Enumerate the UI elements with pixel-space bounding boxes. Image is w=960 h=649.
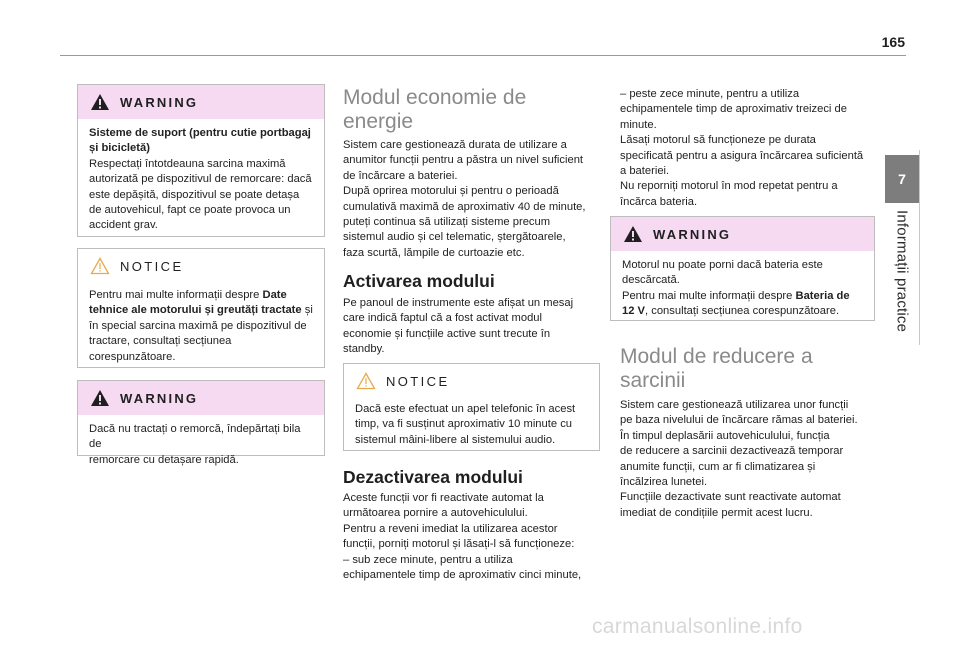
text-line: Pentru a reveni imediat la utilizarea acestor <box>343 522 558 535</box>
paragraph-deactivation <box>343 491 605 583</box>
text-line: încălzirea lunetei. <box>620 476 708 489</box>
heading-line: Modul de reducere a <box>620 345 813 368</box>
heading-line: energie <box>343 110 414 133</box>
paragraph-activation <box>343 296 603 358</box>
notice-text-end: și în special sarcina maximă pe dispozitivul de tractare, consultați secțiunea corespunzătoare. <box>89 304 313 363</box>
warning-triangle-icon <box>623 225 643 243</box>
chapter-tab[interactable]: 7 <box>885 155 919 203</box>
warning-label: WARNING <box>120 390 199 406</box>
warning-box-support-systems <box>77 84 325 237</box>
chapter-title <box>885 210 919 350</box>
notice-line: sistemul mâini-libere al sistemului audio. <box>355 433 556 446</box>
text-line: încărca bateria. <box>620 195 698 208</box>
warning-line: accident grav. <box>89 219 158 232</box>
warning-triangle-icon <box>90 389 110 407</box>
notice-body <box>344 398 599 456</box>
watermark: carmanualsonline.info <box>592 615 803 638</box>
notice-line: timp, va fi susținut aproximativ 10 minute cu <box>355 418 573 431</box>
text-line: Nu reporniți motorul în mod repetat pentru a <box>620 180 838 193</box>
notice-body <box>78 283 324 373</box>
text-line: Funcțiile dezactivate sunt reactivate automat <box>620 491 841 504</box>
notice-header <box>344 364 599 398</box>
text-line: a bateriei. <box>620 165 670 178</box>
warning-text-end: , consultați secțiunea corespunzătoare. <box>645 305 840 318</box>
text-line: economie și funcțiile active sunt trecute în <box>343 327 551 340</box>
text-line: echipamentele timp de aproximativ cinci minute, <box>343 569 582 582</box>
paragraph-continued <box>620 87 882 210</box>
warning-line <box>622 289 863 320</box>
text-line: de încărcare a bateriei. <box>343 169 458 182</box>
heading-line: Modul economie de <box>343 86 527 109</box>
warning-header <box>611 217 874 251</box>
notice-triangle-icon <box>90 257 110 275</box>
warning-line: Motorul nu poate porni dacă bateria este <box>622 259 823 271</box>
warning-label: WARNING <box>120 94 199 110</box>
heading-activation: Activarea modului <box>343 271 495 291</box>
text-line: În timpul deplasării autovehiculului, funcția <box>620 429 830 442</box>
warning-label: WARNING <box>653 226 732 242</box>
text-line: minute. <box>620 118 657 131</box>
warning-header <box>78 381 324 415</box>
page-number: 165 <box>881 34 905 50</box>
warning-line: de autovehicul, fapt ce poate provoca un <box>89 204 291 217</box>
text-line: pe baza nivelului de încărcare rămas al bateriei. <box>620 414 858 427</box>
notice-box-technical-data <box>77 248 325 368</box>
warning-line: Dacă nu tractați o remorcă, îndepărtați bila de <box>89 423 301 451</box>
notice-bold-reference: Date tehnice ale motorului și greutăți tractate <box>89 289 302 317</box>
warning-body <box>78 415 324 476</box>
warning-line: Respectați întotdeauna sarcina maximă <box>89 157 286 170</box>
text-line: funcții, porniți motorul și lăsați-l să funcționeze: <box>343 538 575 551</box>
text-line: – sub zece minute, pentru a utiliza <box>343 553 513 566</box>
text-line: După oprirea motorului și pentru o perioadă <box>343 185 559 198</box>
text-line: Pe panoul de instrumente este afișat un mesaj <box>343 297 574 309</box>
heading-load-reduction <box>620 345 813 393</box>
warning-line: descărcată. <box>622 274 680 287</box>
text-line: puteți continua să utilizați sisteme precum <box>343 216 551 229</box>
notice-line: Dacă este efectuat un apel telefonic în acest <box>355 403 576 415</box>
text-line: de reducere a sarcinii dezactivează temporar <box>620 445 844 458</box>
header-divider <box>60 55 906 56</box>
text-line: anumitor funcții pentru a păstra un nivel suficient <box>343 154 584 167</box>
paragraph-energy-economy <box>343 138 603 261</box>
heading-energy-economy <box>343 86 526 134</box>
text-line: faza scurtă, lămpile de curtoazie etc. <box>343 246 525 259</box>
notice-triangle-icon <box>356 372 376 390</box>
paragraph-load-reduction <box>620 398 882 521</box>
warning-line: autorizată pe dispozitivul de remorcare: dacă <box>89 173 312 186</box>
heading-line: sarcinii <box>620 369 686 392</box>
notice-text-start: Pentru mai multe informații despre <box>89 289 263 301</box>
warning-line: este depășită, dispozitivul se poate detașa <box>89 188 300 201</box>
notice-label: NOTICE <box>120 258 184 274</box>
warning-text-start: Pentru mai multe informații despre <box>622 289 796 302</box>
text-line: specificată pentru a asigura încărcarea suficientă <box>620 149 864 162</box>
warning-bold-reference: Bateria de 12 V <box>622 289 850 318</box>
chapter-title-text: Informații practice <box>893 210 911 333</box>
warning-body <box>611 251 874 328</box>
text-line: Lăsați motorul să funcționeze pe durata <box>620 134 816 147</box>
heading-deactivation: Dezactivarea modului <box>343 467 523 487</box>
text-line: echipamentele timp de aproximativ treizeci de <box>620 103 847 116</box>
notice-text <box>89 288 313 365</box>
warning-header <box>78 85 324 119</box>
text-line: care indică faptul că a fost activat modul <box>343 312 542 325</box>
text-line: următoarea pornire a autovehiculului. <box>343 507 528 520</box>
text-line: anumite funcții, cum ar fi climatizarea și <box>620 460 816 473</box>
notice-box-phone-call <box>343 363 600 451</box>
text-line: cumulativă maximă de aproximativ 40 de minute, <box>343 200 586 213</box>
warning-box-towball <box>77 380 325 466</box>
warning-body <box>78 119 324 242</box>
warning-title: Sisteme de suport (pentru cutie portbagaj și bicicletă) <box>89 127 311 155</box>
notice-label: NOTICE <box>386 373 450 389</box>
text-line: sistemul audio și cel telematic, ștergătoarele, <box>343 231 566 244</box>
text-line: imediat de condițiile permit acest lucru. <box>620 506 813 519</box>
text-line: Sistem care gestionează utilizarea unor funcții <box>620 399 849 411</box>
notice-header <box>78 249 324 283</box>
warning-line: remorcare cu detașare rapidă. <box>89 453 239 466</box>
side-divider <box>919 150 920 345</box>
text-line: – peste zece minute, pentru a utiliza <box>620 88 800 100</box>
text-line: Sistem care gestionează durata de utilizare a <box>343 139 567 151</box>
warning-triangle-icon <box>90 93 110 111</box>
text-line: Aceste funcții vor fi reactivate automat la <box>343 492 544 504</box>
warning-box-battery <box>610 216 875 321</box>
text-line: standby. <box>343 343 385 356</box>
